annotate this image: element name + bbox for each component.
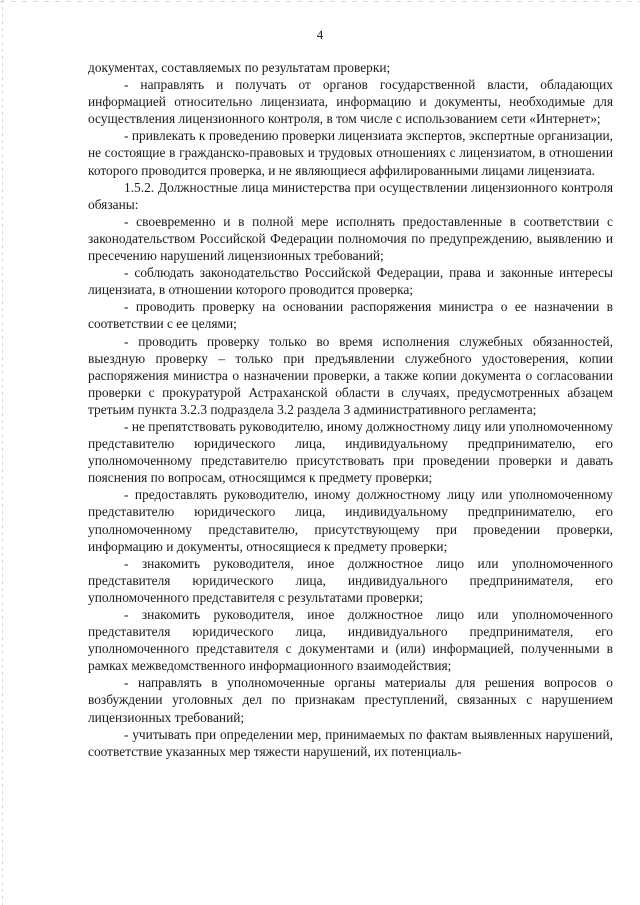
paragraph: - знакомить руководителя, иное должностное лицо или уполномоченного представителя юридического лица, индивидуального предпринимателя, его уполномоченного представителя с документами и (или) информацией, полученными в рамках межведомственного информационного взаимодействия;: [88, 607, 613, 674]
paragraph: - проводить проверку на основании распоряжения министра о ее назначении в соответствии с ее целями;: [88, 299, 613, 332]
section-heading-paragraph: 1.5.2. Должностные лица министерства при осуществлении лицензионного контроля обязаны:: [88, 179, 613, 212]
paragraph: - не препятствовать руководителю, иному должностному лицу или уполномоченному представителю юридического лица, индивидуальному предпринимателю, его уполномоченному представителю присутствовать при проведении проверки и давать пояснения по вопросам, относящимся к предмету проверки;: [88, 418, 613, 486]
paragraph: - направлять в уполномоченные органы материалы для решения вопросов о возбуждении уголовных дел по признакам преступлений, связанных с нарушением лицензионных требований;: [88, 675, 613, 725]
scan-edge-left: [2, 0, 3, 905]
paragraph-continuation: документах, составляемых по результатам проверки;: [88, 60, 391, 75]
paragraph: - своевременно и в полной мере исполнять предоставленные в соответствии с законодательством Российской Федерации полномочия по предупреждению, выявлению и пресечению нарушений лицензионных требований;: [88, 213, 613, 264]
paragraph: - направлять и получать от органов государственной власти, обладающих информацией относительно лицензиата, информацию и документы, необходимые для осуществления лицензионного контроля, в том числе с использованием сети «Интернет»;: [88, 77, 613, 127]
page-number: 4: [316, 27, 324, 42]
paragraph: - учитывать при определении мер, принимаемых по фактам выявленных нарушений, соответствие указанных мер тяжести нарушений, их потенциаль-: [88, 726, 613, 759]
paragraph: - соблюдать законодательство Российской Федерации, права и законные интересы лицензиата, в отношении которого проводится проверка;: [88, 265, 613, 298]
paragraph: - знакомить руководителя, иное должностное лицо или уполномоченного представителя юридического лица, индивидуального предпринимателя, его уполномоченного представителя с результатами проверки;: [88, 555, 613, 605]
paragraph: - привлекать к проведению проверки лицензиата экспертов, экспертные организации, не состоящие в гражданско-правовых и трудовых отношениях с лицензиатом, в отношении которого проводится проверка, и не являющиеся аффилированными лицами лицензиата.: [88, 128, 613, 178]
paragraph: - предоставлять руководителю, иному должностному лицу или уполномоченному представителю юридического лица, индивидуальному предпринимателю, его уполномоченному представителю, присутствующему при проведении проверки, информацию и документы, относящиеся к предмету проверки;: [88, 487, 613, 554]
scan-edge-top: [0, 1, 640, 2]
paragraph: - проводить проверку только во время исполнения служебных обязанностей, выездную проверку – только при предъявлении служебного удостоверения, копии распоряжения министра о назначении проверки, а также копии документа о согласовании проверки с прокуратурой Астраханской области в случаях, предусмотренных абзацем третьим пункта 3.2.3 подраздела 3.2 раздела 3 административного регламента;: [88, 333, 613, 417]
document-body: [88, 59, 613, 760]
